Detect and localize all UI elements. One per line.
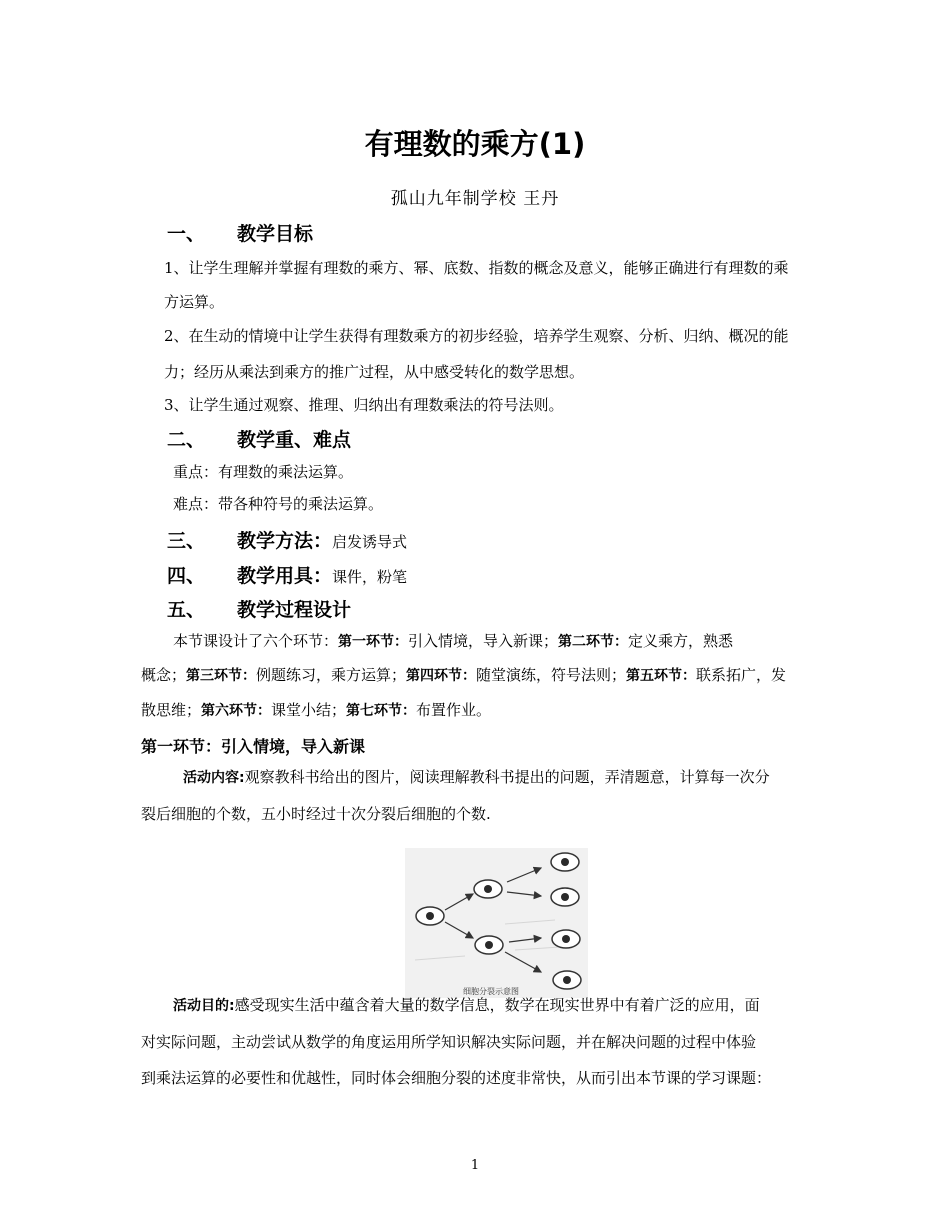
author-line: 孤山九年制学校 王丹 — [390, 189, 560, 209]
activity-purpose-line: 活动目的:感受现实生活中蕴含着大量的数学信息，数学在现实世界中有着广泛的应用，面 — [173, 996, 760, 1014]
activity-purpose-label: 活动目的: — [173, 998, 235, 1014]
cell-icon — [416, 907, 444, 925]
cell-icon — [551, 853, 579, 871]
section-heading-keypoints — [167, 425, 351, 452]
page-number: 1 — [470, 1158, 480, 1173]
section-heading-tools — [167, 561, 407, 588]
section-number: 二、 — [167, 429, 206, 451]
objective-line: 方运算。 — [164, 293, 225, 311]
activity-content-label: 活动内容: — [183, 770, 245, 786]
section-inline-text: 启发诱导式 — [332, 533, 408, 551]
section-heading-objectives — [167, 219, 313, 246]
activity-purpose-line: 对实际问题，主动尝试从数学的角度运用所学知识解决实际问题，并在解决问题的过程中体验 — [141, 1033, 757, 1051]
section-title: 教学目标 — [237, 223, 314, 245]
difficulty-line: 难点：带各种符号的乘法运算。 — [173, 495, 384, 513]
stage-one-heading: 第一环节：引入情境，导入新课 — [141, 737, 366, 756]
section-heading-method — [167, 526, 407, 553]
cell-division-figure — [405, 848, 588, 998]
figure-caption: 细胞分裂示意图 — [463, 987, 519, 996]
process-paragraph-line: 散思维；第六环节：课堂小结；第七环节：布置作业。 — [141, 701, 492, 719]
objective-line: 2、在生动的情境中让学生获得有理数乘方的初步经验，培养学生观察、分析、归纳、概况的能 — [164, 327, 789, 345]
section-number: 五、 — [167, 599, 206, 621]
activity-content-line: 活动内容:观察教科书给出的图片，阅读理解教科书提出的问题，弄清题意，计算每一次分 — [183, 768, 770, 786]
section-number: 三、 — [167, 530, 206, 552]
cell-icon — [552, 930, 580, 948]
section-title: 教学方法： — [237, 530, 333, 552]
process-paragraph-line: 概念；第三环节：例题练习，乘方运算；第四环节：随堂演练，符号法则；第五环节：联系拓广，发 — [141, 666, 787, 684]
objective-line: 3、让学生通过观察、推理、归纳出有理数乘法的符号法则。 — [164, 396, 564, 414]
key-point-line: 重点：有理数的乘法运算。 — [173, 463, 354, 481]
section-title: 教学过程设计 — [237, 599, 352, 621]
objective-line: 力；经历从乘法到乘方的推广过程，从中感受转化的数学思想。 — [164, 363, 585, 381]
section-number: 四、 — [167, 565, 206, 587]
cell-icon — [553, 971, 581, 989]
cell-icon — [474, 880, 502, 898]
activity-content-line: 裂后细胞的个数，五小时经过十次分裂后细胞的个数. — [141, 805, 491, 823]
cell-icon — [551, 888, 579, 906]
section-inline-text: 课件，粉笔 — [332, 568, 408, 586]
section-heading-process — [167, 595, 351, 622]
cell-division-diagram — [405, 848, 588, 998]
section-title: 教学用具： — [237, 565, 333, 587]
section-number: 一、 — [167, 223, 206, 245]
section-title: 教学重、难点 — [237, 429, 352, 451]
objective-line: 1、让学生理解并掌握有理数的乘方、幂、底数、指数的概念及意义，能够正确进行有理数的乘 — [164, 259, 789, 277]
activity-purpose-line: 到乘法运算的必要性和优越性，同时体会细胞分裂的述度非常快，从而引出本节课的学习课题： — [141, 1069, 772, 1087]
process-paragraph-line: 本节课设计了六个环节：第一环节：引入情境，导入新课；第二环节：定义乘方，熟悉 — [173, 632, 734, 650]
cell-icon — [475, 936, 503, 954]
document-title: 有理数的乘方(1) — [364, 127, 586, 161]
